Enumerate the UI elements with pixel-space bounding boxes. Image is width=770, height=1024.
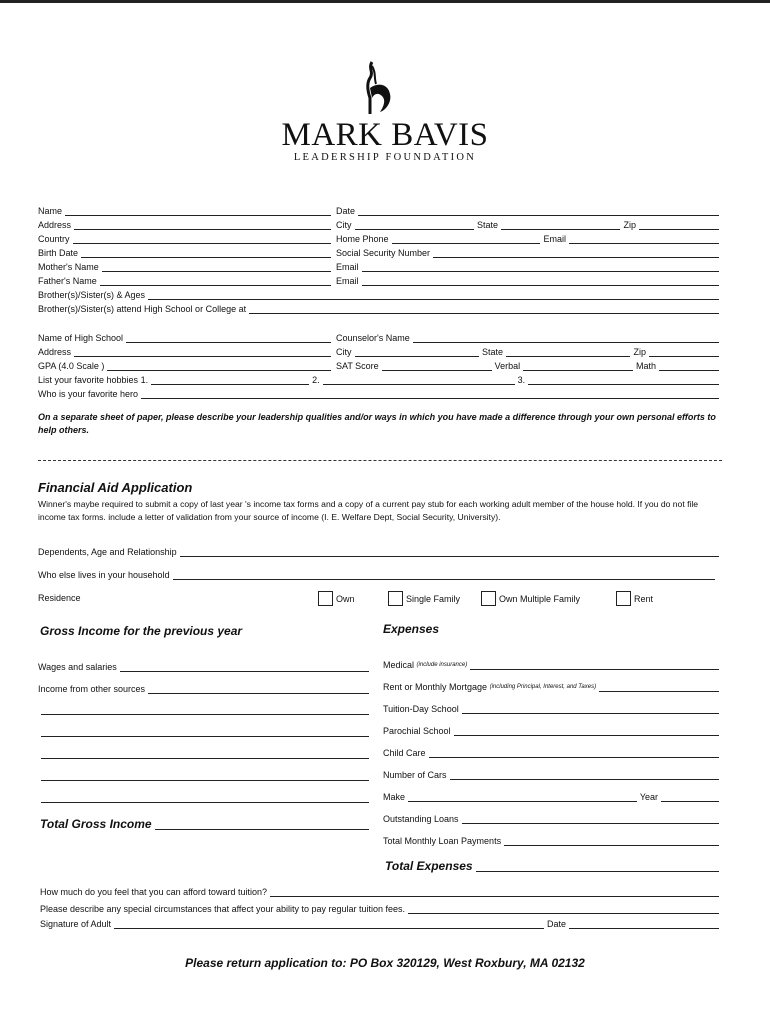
hobbies-row[interactable]: List your favorite hobbies 1. 2. 3. [38,375,722,386]
email-field-3[interactable]: Email [336,276,722,287]
mothers-name-field[interactable]: Mother's Name [38,262,334,273]
return-address: Please return application to: PO Box 320129, West Roxbury, MA 02132 [185,956,585,970]
phone-email-row[interactable]: Home Phone Email [336,234,722,245]
date-field[interactable]: Date [336,206,722,217]
circumstances-field[interactable]: Please describe any special circumstances that affect your ability to pay regular tuition fees. [40,904,722,915]
income-blank-4[interactable] [38,772,372,782]
wages-field[interactable]: Wages and salaries [38,662,372,673]
income-blank-1[interactable] [38,706,372,716]
org-subtitle: LEADERSHIP FOUNDATION [293,152,477,163]
birth-date-field[interactable]: Birth Date [38,248,334,259]
signature-date-row[interactable]: Signature of Adult Date [40,919,722,930]
income-blank-3[interactable] [38,750,372,760]
other-income-field[interactable]: Income from other sources [38,684,372,695]
address-field[interactable]: Address [38,220,334,231]
essay-instructions: On a separate sheet of paper, please describe your leadership qualities and/or ways in which you have made a difference through your own personal efforts to help others. [38,412,716,435]
total-gross-income-field[interactable]: Total Gross Income [40,817,372,831]
outstanding-loans-field[interactable]: Outstanding Loans [383,814,722,825]
medical-field[interactable]: Medical (include insurance) [383,660,722,671]
siblings-ages-field[interactable]: Brother(s)/Sister(s) & Ages [38,290,722,301]
dove-icon [358,58,402,118]
parochial-school-field[interactable]: Parochial School [383,726,722,737]
rent-checkbox[interactable]: Rent [616,591,653,606]
city-state-zip-row[interactable]: City State Zip [336,220,722,231]
rent-mortgage-field[interactable]: Rent or Monthly Mortgage (including Principal, Interest, and Taxes) [383,682,722,693]
country-field[interactable]: Country [38,234,334,245]
high-school-field[interactable]: Name of High School [38,333,334,344]
hero-field[interactable]: Who is your favorite hero [38,389,722,400]
counselor-field[interactable]: Counselor's Name [336,333,722,344]
own-multiple-family-checkbox[interactable]: Own Multiple Family [481,591,580,606]
number-of-cars-field[interactable]: Number of Cars [383,770,722,781]
financial-aid-description: Winner's maybe required to submit a copy of last year 's income tax forms and a copy of a current pay stub for each working adult member of the house hold. If you do not file income tax forms. include a letter of validation from your source of income (I. E. Welfare Dept, Social Security, University). [38,499,699,522]
total-expenses-field[interactable]: Total Expenses [385,859,722,873]
sat-row[interactable]: SAT Score Verbal Math [336,361,722,372]
school-city-state-zip-row[interactable]: City State Zip [336,347,722,358]
email-field-2[interactable]: Email [336,262,722,273]
ssn-field[interactable]: Social Security Number [336,248,722,259]
afford-field[interactable]: How much do you feel that you can afford toward tuition? [40,887,722,898]
residence-label: Residence [38,593,81,603]
org-name: MARK BAVIS [281,117,489,153]
name-field[interactable]: Name [38,206,334,217]
household-field[interactable]: Who else lives in your household [38,570,718,581]
single-family-checkbox[interactable]: Single Family [388,591,460,606]
fathers-name-field[interactable]: Father's Name [38,276,334,287]
income-blank-2[interactable] [38,728,372,738]
make-year-row[interactable]: Make Year [383,792,722,803]
gpa-field[interactable]: GPA (4.0 Scale ) [38,361,334,372]
school-address-field[interactable]: Address [38,347,334,358]
expenses-heading: Expenses [383,622,440,636]
top-border [0,0,770,3]
dashed-divider [38,460,722,461]
gross-income-heading: Gross Income for the previous year [40,624,243,638]
monthly-loan-payments-field[interactable]: Total Monthly Loan Payments [383,836,722,847]
child-care-field[interactable]: Child Care [383,748,722,759]
siblings-school-field[interactable]: Brother(s)/Sister(s) attend High School or College at [38,304,722,315]
income-blank-5[interactable] [38,794,372,804]
dependents-field[interactable]: Dependents, Age and Relationship [38,547,722,558]
own-checkbox[interactable]: Own [318,591,355,606]
tuition-day-school-field[interactable]: Tuition-Day School [383,704,722,715]
financial-aid-title: Financial Aid Application [38,480,193,495]
